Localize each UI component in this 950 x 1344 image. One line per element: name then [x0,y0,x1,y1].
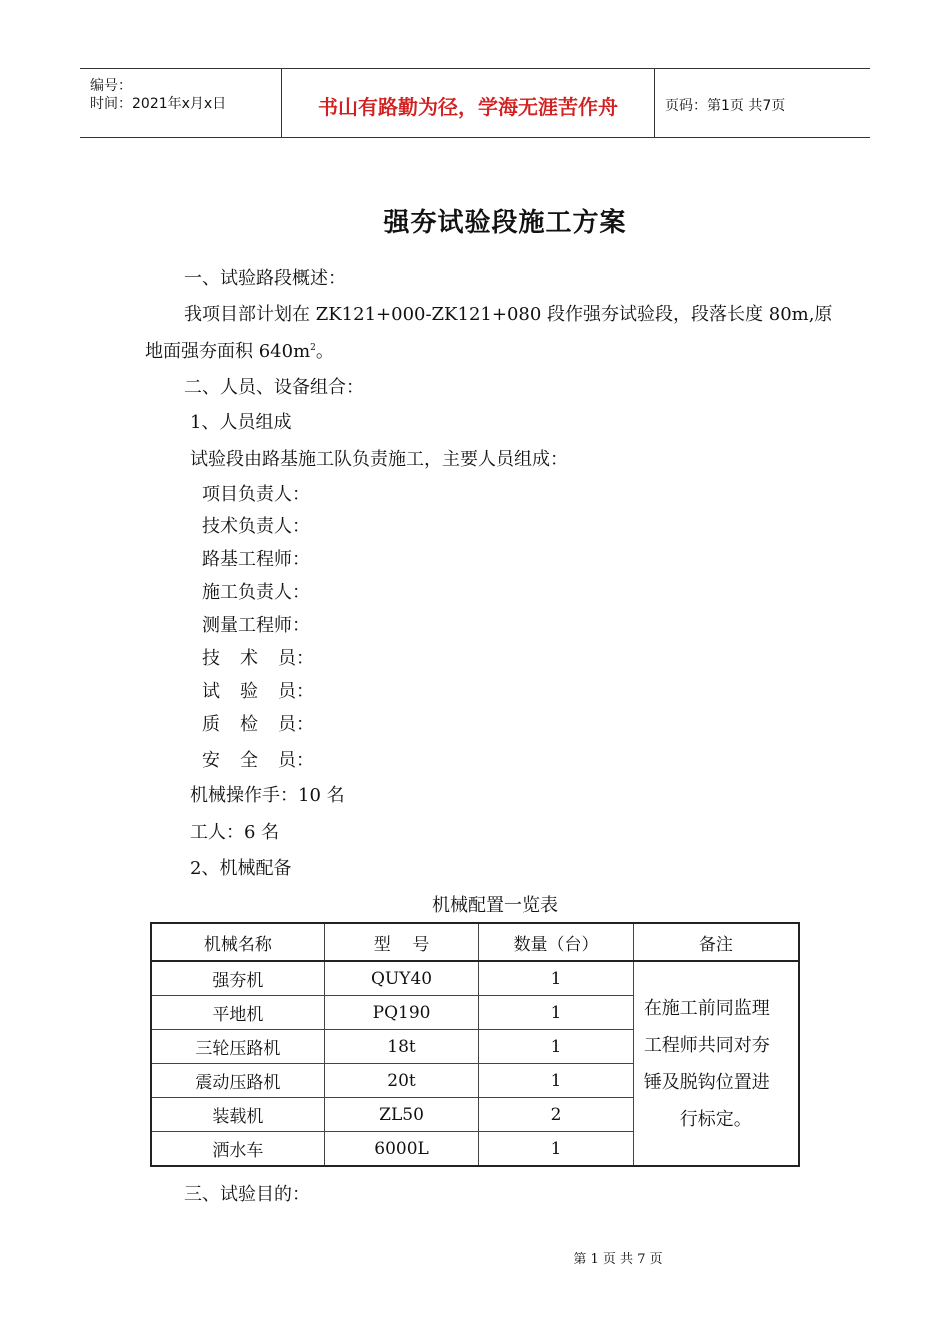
remark-line: 行标定。 [679,1108,752,1130]
machine-operators: 机械操作手：10 名 [190,785,345,806]
remark-line: 在施工前同监理 [643,997,770,1019]
motto-text: 书山有路勤为径，学海无涯苦作舟 [318,95,618,119]
role-project-lead: 项目负责人： [202,484,310,505]
machine-name: 装载机 [151,1098,324,1132]
role-safety-officer: 安 全 员： [202,750,314,771]
role-technical-lead: 技术负责人： [202,516,310,537]
machinery-table [150,922,800,1167]
machine-name: 强夯机 [151,961,324,996]
remark-line: 锤及脱钩位置进 [643,1071,770,1093]
section-1-paragraph-line-1: 我项目部计划在 ZK121+000-ZK121+080 段作强夯试验段，段落长度 80m,原 [184,304,833,325]
role-technician: 技 术 员： [202,648,314,669]
header-info-cell [80,69,282,137]
machine-name: 震动压路机 [151,1064,324,1098]
machine-name: 三轮压路机 [151,1030,324,1064]
role-tester: 试 验 员： [202,681,314,702]
header-machine-name: 机械名称 [151,923,324,961]
machine-quantity: 1 [479,1132,634,1167]
section-1-paragraph-line-2: 地面强夯面积 $640m^2$。 [145,341,334,362]
machine-quantity: 1 [479,1064,634,1098]
table-caption: 机械配置一览表 [432,895,558,916]
section-2-heading: 二、人员、设备组合： [184,377,364,398]
header-page-cell [655,69,870,137]
machine-model: 20t [324,1064,479,1098]
workers: 工人：6 名 [190,822,280,843]
machine-quantity: 2 [479,1098,634,1132]
machine-model: ZL50 [324,1098,479,1132]
header-remarks: 备注 [633,923,799,961]
doc-time-label: 时间：2021年x月x日 [90,96,227,112]
header-quantity: 数量（台） [479,923,634,961]
machine-quantity: 1 [479,961,634,996]
role-subgrade-engineer: 路基工程师： [202,549,310,570]
role-construction-lead: 施工负责人： [202,582,310,603]
page-footer: 第 1 页 共 7 页 [573,1252,663,1267]
subsection-machinery: 2、机械配备 [190,858,292,879]
machine-quantity: 1 [479,1030,634,1064]
header-motto-cell [282,69,655,137]
doc-number-label: 编号： [90,78,132,94]
machine-model: 6000L [324,1132,479,1167]
personnel-intro: 试验段由路基施工队负责施工，主要人员组成： [190,449,568,470]
machine-quantity: 1 [479,996,634,1030]
remark-line: 工程师共同对夯 [643,1034,770,1056]
machine-name: 洒水车 [151,1132,324,1167]
document-title: 强夯试验段施工方案 [383,208,627,238]
role-survey-engineer: 测量工程师： [202,615,310,636]
table-header-row [151,923,799,961]
header-table [80,68,870,138]
page-indicator: 页码：第1页 共7页 [665,98,786,114]
section-1-heading: 一、试验路段概述： [184,268,346,289]
section-3-heading: 三、试验目的： [184,1184,310,1205]
superscript-2: 2 [310,343,316,353]
machine-model: 18t [324,1030,479,1064]
machine-model: PQ190 [324,996,479,1030]
machine-model: QUY40 [324,961,479,996]
table-row [151,961,799,996]
machine-name: 平地机 [151,996,324,1030]
remarks-cell [633,961,799,1166]
role-quality-inspector: 质 检 员： [202,714,314,735]
header-model: 型 号 [324,923,479,961]
subsection-personnel: 1、人员组成 [190,412,292,433]
